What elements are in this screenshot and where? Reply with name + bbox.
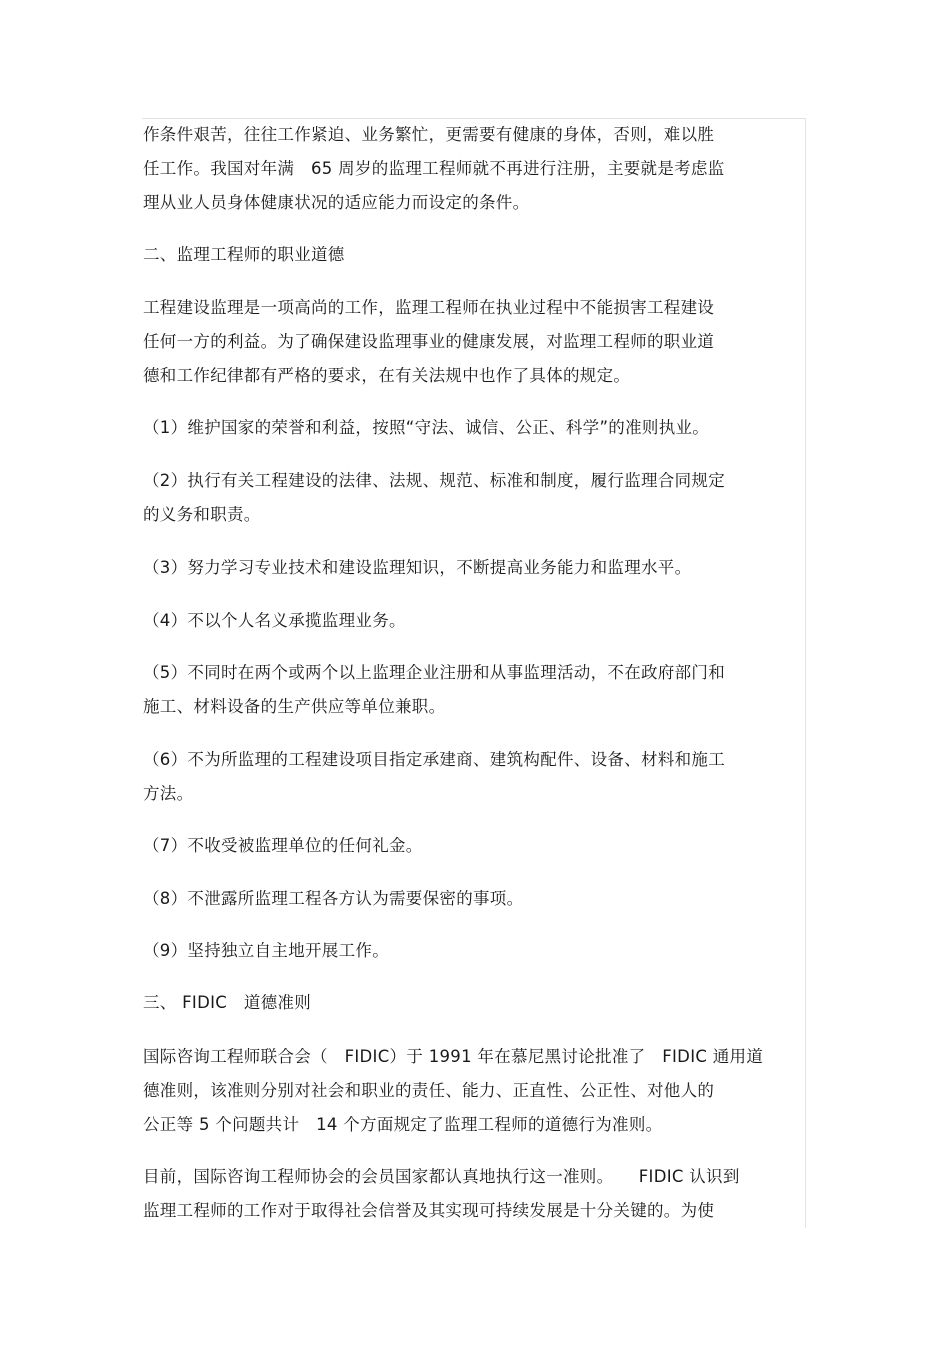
text-line: 目前，国际咨询工程师协会的会员国家都认真地执行这一准则。 FIDIC 认识到 [143, 1167, 740, 1186]
heading-line: 二、监理工程师的职业道德 [143, 245, 345, 264]
text-line: （3）努力学习专业技术和建设监理知识，不断提高业务能力和监理水平。 [143, 558, 692, 577]
list-item-4 [143, 604, 406, 638]
text-line: 监理工程师的工作对于取得社会信誉及其实现可持续发展是十分关键的。为使 [143, 1201, 715, 1220]
list-item-6 [143, 743, 725, 811]
paragraph-fidic-intro [143, 1040, 763, 1142]
text-line: （8）不泄露所监理工程各方认为需要保密的事项。 [143, 889, 524, 908]
list-item-5 [143, 656, 725, 724]
list-item-3 [143, 551, 691, 585]
text-line: 任工作。我国对年满 65 周岁的监理工程师就不再进行注册，主要就是考虑监 [143, 159, 725, 178]
text-line: 方法。 [143, 784, 194, 803]
text-line: 公正等 5 个问题共计 14 个方面规定了监理工程师的道德行为准则。 [143, 1115, 663, 1134]
text-line: 工程建设监理是一项高尚的工作，监理工程师在执业过程中不能损害工程建设 [143, 298, 715, 317]
text-line: （4）不以个人名义承揽监理业务。 [143, 611, 406, 630]
text-line: （1）维护国家的荣誉和利益，按照“守法、诚信、公正、科学”的准则执业。 [143, 418, 710, 437]
paragraph-fidic-current [143, 1160, 740, 1228]
list-item-9 [143, 934, 389, 968]
text-line: 施工、材料设备的生产供应等单位兼职。 [143, 697, 446, 716]
text-line: 国际咨询工程师联合会（ FIDIC）于 1991 年在慕尼黑讨论批准了 FIDIC 通用道 [143, 1047, 764, 1066]
paragraph-ethics-intro [143, 291, 714, 393]
text-line: 作条件艰苦，往往工作紧迫、业务繁忙，更需要有健康的身体，否则，难以胜 [143, 125, 715, 144]
text-line: （2）执行有关工程建设的法律、法规、规范、标准和制度，履行监理合同规定 [143, 471, 725, 490]
list-item-8 [143, 882, 523, 916]
section-heading-fidic [143, 986, 311, 1020]
text-line: 的义务和职责。 [143, 505, 261, 524]
text-line: （9）坚持独立自主地开展工作。 [143, 941, 389, 960]
paragraph-health-requirement [143, 118, 725, 220]
text-line: 理从业人员身体健康状况的适应能力而设定的条件。 [143, 193, 530, 212]
section-heading-ethics [143, 238, 345, 272]
text-line: 任何一方的利益。为了确保建设监理事业的健康发展，对监理工程师的职业道 [143, 332, 715, 351]
heading-line: 三、 FIDIC 道德准则 [143, 993, 312, 1012]
list-item-2 [143, 464, 725, 532]
list-item-1 [143, 411, 709, 445]
text-line: （7）不收受被监理单位的任何礼金。 [143, 836, 423, 855]
text-line: 德和工作纪律都有严格的要求，在有关法规中也作了具体的规定。 [143, 366, 631, 385]
text-line: （5）不同时在两个或两个以上监理企业注册和从事监理活动，不在政府部门和 [143, 663, 725, 682]
text-line: （6）不为所监理的工程建设项目指定承建商、建筑构配件、设备、材料和施工 [143, 750, 725, 769]
text-line: 德准则，该准则分别对社会和职业的责任、能力、正直性、公正性、对他人的 [143, 1081, 715, 1100]
list-item-7 [143, 829, 423, 863]
